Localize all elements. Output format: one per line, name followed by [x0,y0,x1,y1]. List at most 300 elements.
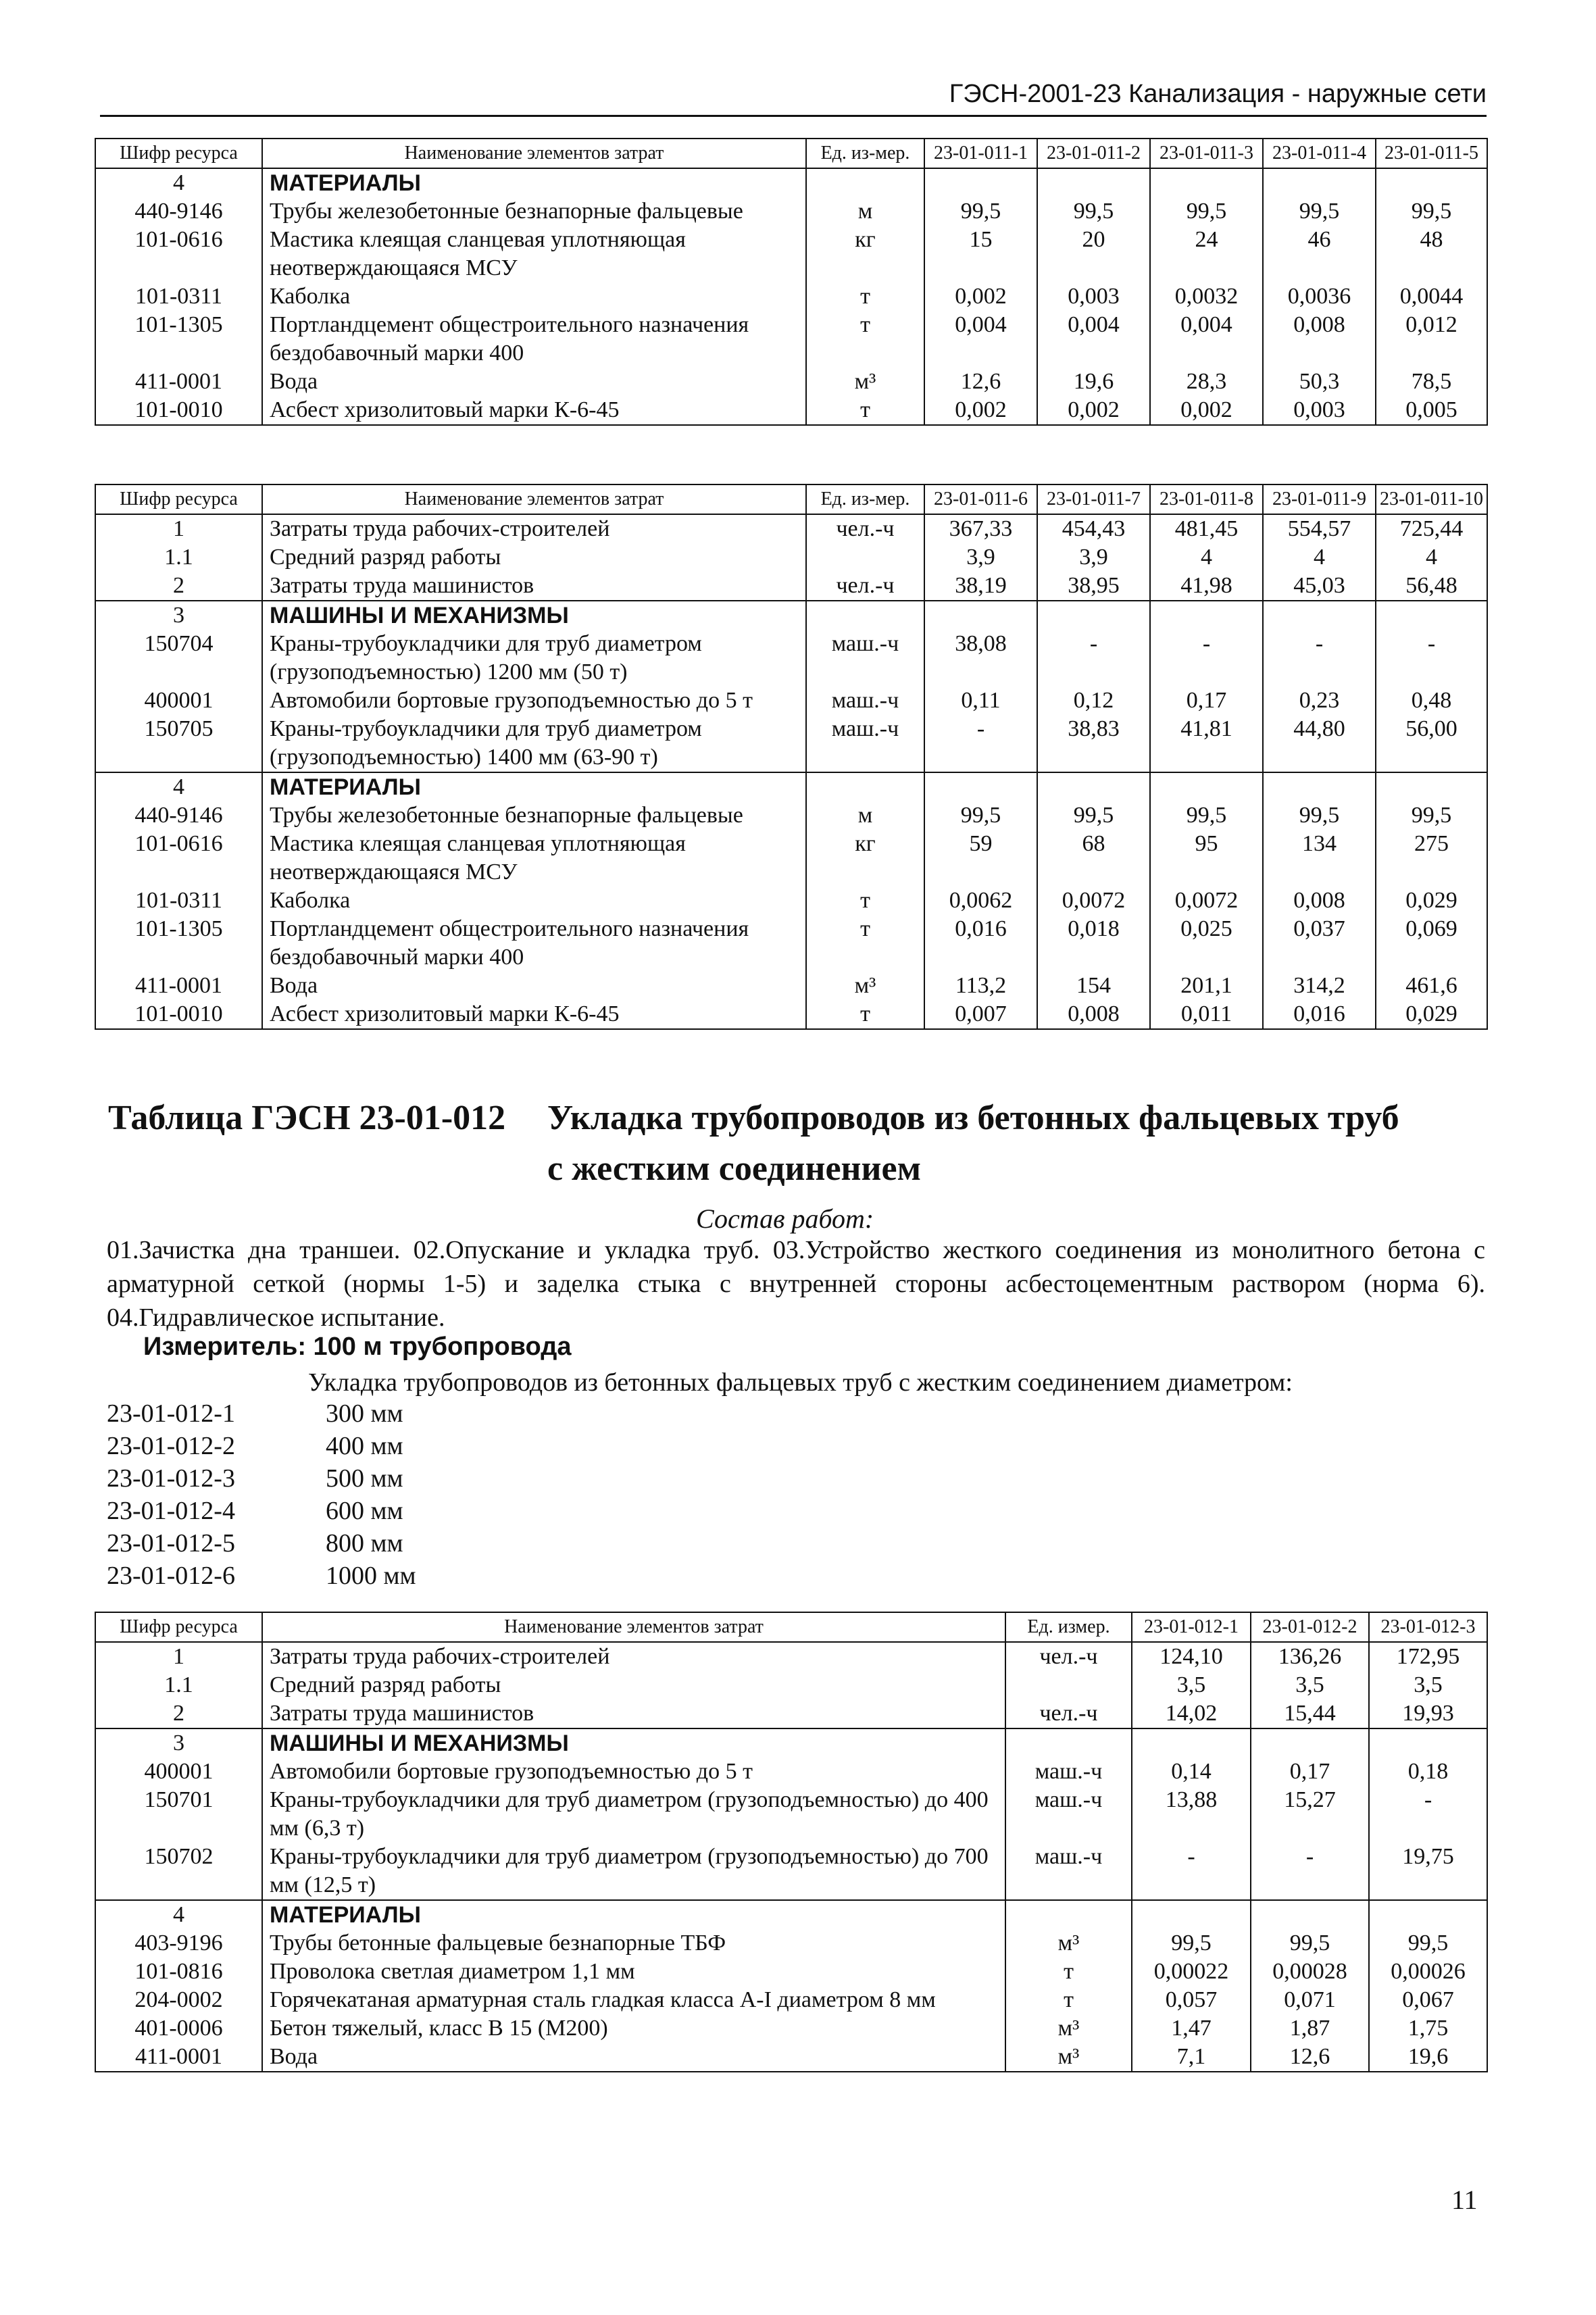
value-cell: 136,26 [1251,1642,1369,1671]
unit-cell: т [806,915,924,972]
resource-code-cell: 101-1305 [95,915,262,972]
table-row [95,830,1487,887]
value-cell: 99,5 [1251,1929,1369,1958]
unit-cell: т [806,1000,924,1029]
value-cell: 99,5 [1376,197,1487,226]
unit-cell: кг [806,830,924,887]
resource-code-cell: 3 [95,1728,262,1758]
value-cell: 0,008 [1263,887,1376,915]
value-cell: 14,02 [1132,1699,1251,1728]
value-cell: 99,5 [1263,801,1376,830]
table-011-1-5 [95,138,1488,426]
unit-cell: м³ [806,368,924,396]
header-cell: Наименование элементов затрат [262,1612,1005,1642]
unit-cell [1005,1900,1132,1929]
table-011-6-10 [95,484,1488,1030]
value-cell: 0,008 [1037,1000,1150,1029]
value-cell: 3,5 [1132,1671,1251,1699]
value-cell: 4 [1376,543,1487,572]
value-cell: 172,95 [1369,1642,1487,1671]
header-rule [100,115,1487,117]
resource-code-cell: 150705 [95,715,262,772]
norm-code: 23-01-012-2 [107,1432,235,1460]
resource-code-cell: 440-9146 [95,801,262,830]
resource-code-cell: 1.1 [95,543,262,572]
header-cell: Ед. из-мер. [806,139,924,168]
cost-element-name-cell: Автомобили бортовые грузоподъемностью до 5 т [262,687,806,715]
value-cell: 19,6 [1037,368,1150,396]
table-row [95,601,1487,630]
cost-element-name-cell: Средний разряд работы [262,543,806,572]
unit-cell: т [806,282,924,311]
header-cell: 23-01-012-1 [1132,1612,1251,1642]
list-item [107,1430,416,1462]
table-row [95,715,1487,772]
resource-code-cell: 2 [95,1699,262,1728]
value-cell: 99,5 [1037,801,1150,830]
cost-element-name-cell: Мастика клеящая сланцевая уплотняющая неотверждающаяся МСУ [262,830,806,887]
list-item [107,1495,416,1527]
value-cell: 0,037 [1263,915,1376,972]
value-cell: 0,002 [1037,396,1150,425]
value-cell: 0,008 [1263,311,1376,368]
value-cell: 56,48 [1376,572,1487,601]
table-row [95,2014,1487,2043]
cost-element-name-cell: Затраты труда машинистов [262,1699,1005,1728]
value-cell: 0,016 [924,915,1037,972]
value-cell: 0,003 [1037,282,1150,311]
cost-element-name-cell: Вода [262,2043,1005,2072]
value-cell: 0,025 [1150,915,1263,972]
value-cell: 0,002 [924,282,1037,311]
value-cell: 68 [1037,830,1150,887]
cost-element-name-cell: Краны-трубоукладчики для труб диаметром (грузоподъемностью) до 400 мм (6,3 т) [262,1786,1005,1843]
value-cell: 99,5 [1376,801,1487,830]
resource-code-cell: 400001 [95,1758,262,1786]
value-cell: 24 [1150,226,1263,282]
resource-code-cell: 101-0816 [95,1958,262,1986]
value-cell: 7,1 [1132,2043,1251,2072]
cost-element-name-cell: Трубы бетонные фальцевые безнапорные ТБФ [262,1929,1005,1958]
resource-code-cell: 150704 [95,630,262,687]
unit-cell: маш.-ч [1005,1843,1132,1900]
unit-cell: чел.-ч [806,514,924,543]
cost-element-name-cell: Краны-трубоукладчики для труб диаметром (грузоподъемностью) 1400 мм (63-90 т) [262,715,806,772]
value-cell: 134 [1263,830,1376,887]
value-cell: 0,0072 [1037,887,1150,915]
table-row [95,514,1487,543]
table-row [95,1958,1487,1986]
resource-code-cell: 150702 [95,1843,262,1900]
value-cell: - [924,715,1037,772]
header-cell: 23-01-011-3 [1150,139,1263,168]
value-cell: 0,002 [924,396,1037,425]
running-header: ГЭСН-2001-23 Канализация - наружные сети [949,80,1487,108]
section-heading-cell: МАТЕРИАЛЫ [262,1900,1005,1929]
value-cell: - [1132,1843,1251,1900]
resource-code-cell: 101-0311 [95,282,262,311]
value-cell: 0,012 [1376,311,1487,368]
value-cell: 0,029 [1376,887,1487,915]
cost-element-name-cell: Каболка [262,887,806,915]
table-row [95,1929,1487,1958]
unit-cell: м³ [1005,2043,1132,2072]
header-cell: 23-01-011-5 [1376,139,1487,168]
value-cell: 0,23 [1263,687,1376,715]
value-cell: 0,00028 [1251,1958,1369,1986]
cost-element-name-cell: Проволока светлая диаметром 1,1 мм [262,1958,1005,1986]
value-cell: 0,029 [1376,1000,1487,1029]
header-cell: 23-01-011-2 [1037,139,1150,168]
value-cell: 15 [924,226,1037,282]
unit-cell: т [806,396,924,425]
resource-code-cell: 440-9146 [95,197,262,226]
norm-code: 23-01-012-4 [107,1497,235,1525]
unit-cell: м³ [806,972,924,1000]
value-cell: 15,44 [1251,1699,1369,1728]
resource-code-cell: 204-0002 [95,1986,262,2014]
table-row [95,915,1487,972]
value-cell: 99,5 [1150,801,1263,830]
norm-code: 23-01-012-6 [107,1562,235,1590]
table-row [95,1699,1487,1728]
cost-element-name-cell: Вода [262,368,806,396]
header-cell: Шифр ресурса [95,139,262,168]
resource-code-cell: 1.1 [95,1671,262,1699]
cost-element-name-cell: Мастика клеящая сланцевая уплотняющая неотверждающаяся МСУ [262,226,806,282]
value-cell: 554,57 [1263,514,1376,543]
table-row [95,1758,1487,1786]
table-row [95,801,1487,830]
table-title-text-line2: с жестким соединением [547,1149,921,1188]
value-cell [924,168,1037,197]
norm-diameter: 600 мм [326,1497,403,1525]
resource-code-cell: 411-0001 [95,368,262,396]
value-cell: 99,5 [1369,1929,1487,1958]
norm-code: 23-01-012-1 [107,1399,235,1428]
value-cell: 4 [1263,543,1376,572]
value-cell: 0,005 [1376,396,1487,425]
value-cell: 0,004 [1150,311,1263,368]
value-cell: 725,44 [1376,514,1487,543]
value-cell: 99,5 [924,801,1037,830]
value-cell [1132,1900,1251,1929]
value-cell: 314,2 [1263,972,1376,1000]
value-cell [1263,168,1376,197]
value-cell: - [1251,1843,1369,1900]
value-cell: - [1037,630,1150,687]
value-cell: 99,5 [1263,197,1376,226]
value-cell: 3,5 [1369,1671,1487,1699]
value-cell: 0,0062 [924,887,1037,915]
table-row [95,1986,1487,2014]
value-cell: 19,75 [1369,1843,1487,1900]
value-cell [924,772,1037,801]
value-cell: 113,2 [924,972,1037,1000]
value-cell: 0,17 [1150,687,1263,715]
unit-cell [806,168,924,197]
unit-cell: чел.-ч [1005,1642,1132,1671]
unit-cell: чел.-ч [1005,1699,1132,1728]
value-cell [1263,772,1376,801]
value-cell [1251,1728,1369,1758]
value-cell: 0,057 [1132,1986,1251,2014]
cost-element-name-cell: Трубы железобетонные безнапорные фальцевые [262,801,806,830]
resource-code-cell: 101-0616 [95,226,262,282]
header-cell: Наименование элементов затрат [262,139,806,168]
table-row [95,630,1487,687]
value-cell: 0,007 [924,1000,1037,1029]
header-cell: 23-01-011-8 [1150,484,1263,514]
value-cell [1369,1728,1487,1758]
table-row [95,1843,1487,1900]
value-cell: 0,003 [1263,396,1376,425]
table-header-row [95,1612,1487,1642]
table-row [95,1786,1487,1843]
value-cell: 481,45 [1150,514,1263,543]
value-cell: 0,016 [1263,1000,1376,1029]
unit-cell: маш.-ч [1005,1758,1132,1786]
value-cell: 0,18 [1369,1758,1487,1786]
value-cell: 201,1 [1150,972,1263,1000]
header-cell: Шифр ресурса [95,484,262,514]
table-row [95,368,1487,396]
list-item [107,1527,416,1560]
table-row [95,2043,1487,2072]
value-cell: - [1150,630,1263,687]
unit-cell [1005,1671,1132,1699]
resource-code-cell: 1 [95,1642,262,1671]
norms-description: Укладка трубопроводов из бетонных фальцевых труб с жестким соединением диаметром: [308,1368,1293,1397]
table-title-text: Укладка трубопроводов из бетонных фальцевых труб [547,1099,1399,1137]
table-row [95,543,1487,572]
resource-code-cell: 401-0006 [95,2014,262,2043]
value-cell: 12,6 [924,368,1037,396]
header-cell: 23-01-012-3 [1369,1612,1487,1642]
cost-element-name-cell: Горячекатаная арматурная сталь гладкая класса А-I диаметром 8 мм [262,1986,1005,2014]
header-cell: 23-01-011-10 [1376,484,1487,514]
unit-cell: т [1005,1958,1132,1986]
resource-code-cell: 4 [95,168,262,197]
cost-element-name-cell: Затраты труда рабочих-строителей [262,514,806,543]
value-cell: 38,19 [924,572,1037,601]
section-heading-cell: МАТЕРИАЛЫ [262,772,806,801]
resource-code-cell: 411-0001 [95,2043,262,2072]
unit-cell: т [1005,1986,1132,2014]
resource-code-cell: 2 [95,572,262,601]
header-cell: 23-01-012-2 [1251,1612,1369,1642]
norm-diameter: 1000 мм [326,1562,416,1590]
value-cell: 3,5 [1251,1671,1369,1699]
cost-element-name-cell: Средний разряд работы [262,1671,1005,1699]
value-cell: 0,0032 [1150,282,1263,311]
value-cell [1251,1900,1369,1929]
value-cell: 99,5 [1150,197,1263,226]
resource-code-cell: 150701 [95,1786,262,1843]
unit-cell: маш.-ч [806,715,924,772]
value-cell: 3,9 [1037,543,1150,572]
unit-cell: чел.-ч [806,572,924,601]
value-cell: 0,17 [1251,1758,1369,1786]
resource-code-cell: 4 [95,772,262,801]
value-cell: 19,93 [1369,1699,1487,1728]
value-cell: 154 [1037,972,1150,1000]
table-row [95,572,1487,601]
cost-element-name-cell: Каболка [262,282,806,311]
value-cell [1150,601,1263,630]
value-cell: 99,5 [1037,197,1150,226]
norm-code: 23-01-012-3 [107,1464,235,1493]
cost-element-name-cell: Краны-трубоукладчики для труб диаметром (грузоподъемностью) 1200 мм (50 т) [262,630,806,687]
unit-cell [806,543,924,572]
value-cell: 0,011 [1150,1000,1263,1029]
cost-element-name-cell: Краны-трубоукладчики для труб диаметром (грузоподъемностью) до 700 мм (12,5 т) [262,1843,1005,1900]
header-cell: 23-01-011-4 [1263,139,1376,168]
value-cell: - [1369,1786,1487,1843]
value-cell: 44,80 [1263,715,1376,772]
value-cell: 48 [1376,226,1487,282]
value-cell: 0,0044 [1376,282,1487,311]
resource-code-cell: 101-0010 [95,396,262,425]
value-cell: 0,00026 [1369,1958,1487,1986]
value-cell: 41,81 [1150,715,1263,772]
value-cell [1369,1900,1487,1929]
resource-code-cell: 3 [95,601,262,630]
value-cell: 50,3 [1263,368,1376,396]
value-cell: 367,33 [924,514,1037,543]
resource-code-cell: 101-0010 [95,1000,262,1029]
section-heading-cell: МАШИНЫ И МЕХАНИЗМЫ [262,1728,1005,1758]
page-number: 11 [1451,2185,1478,2215]
unit-cell [806,601,924,630]
table-header-row [95,484,1487,514]
unit-cell [806,772,924,801]
cost-element-name-cell: Бетон тяжелый, класс В 15 (М200) [262,2014,1005,2043]
value-cell [1132,1728,1251,1758]
header-cell: Наименование элементов затрат [262,484,806,514]
value-cell: - [1263,630,1376,687]
cost-element-name-cell: Затраты труда машинистов [262,572,806,601]
unit-cell: м³ [1005,2014,1132,2043]
value-cell [1150,772,1263,801]
cost-element-name-cell: Портландцемент общестроительного назначения бездобавочный марки 400 [262,915,806,972]
table-row [95,1642,1487,1671]
table-row [95,282,1487,311]
resource-code-cell: 1 [95,514,262,543]
value-cell: 0,071 [1251,1986,1369,2014]
value-cell: 0,12 [1037,687,1150,715]
value-cell: 275 [1376,830,1487,887]
value-cell [1150,168,1263,197]
value-cell: 95 [1150,830,1263,887]
table-row [95,168,1487,197]
norm-diameter: 500 мм [326,1464,403,1493]
value-cell: 0,0072 [1150,887,1263,915]
list-item [107,1560,416,1592]
value-cell [1376,772,1487,801]
value-cell: 0,018 [1037,915,1150,972]
value-cell [1376,601,1487,630]
table-row [95,887,1487,915]
cost-element-name-cell: Асбест хризолитовый марки К-6-45 [262,1000,806,1029]
value-cell: 38,95 [1037,572,1150,601]
value-cell: 13,88 [1132,1786,1251,1843]
list-item [107,1462,416,1495]
cost-element-name-cell: Трубы железобетонные безнапорные фальцевые [262,197,806,226]
table-row [95,226,1487,282]
resource-code-cell: 101-0616 [95,830,262,887]
value-cell: 0,004 [924,311,1037,368]
value-cell: 41,98 [1150,572,1263,601]
table-row [95,972,1487,1000]
value-cell: 20 [1037,226,1150,282]
value-cell: 461,6 [1376,972,1487,1000]
value-cell [924,601,1037,630]
cost-element-name-cell: Автомобили бортовые грузоподъемностью до 5 т [262,1758,1005,1786]
measure-unit: Измеритель: 100 м трубопровода [143,1333,572,1361]
value-cell: 3,9 [924,543,1037,572]
value-cell: 15,27 [1251,1786,1369,1843]
table-row [95,1671,1487,1699]
table-row [95,772,1487,801]
header-cell: 23-01-011-9 [1263,484,1376,514]
norm-diameter: 800 мм [326,1529,403,1558]
value-cell: 0,069 [1376,915,1487,972]
resource-code-cell: 101-0311 [95,887,262,915]
value-cell: 454,43 [1037,514,1150,543]
unit-cell: маш.-ч [1005,1786,1132,1843]
value-cell: 0,004 [1037,311,1150,368]
header-cell: 23-01-011-1 [924,139,1037,168]
cost-element-name-cell: Асбест хризолитовый марки К-6-45 [262,396,806,425]
norm-diameter: 300 мм [326,1399,403,1428]
header-cell: 23-01-011-6 [924,484,1037,514]
table-row [95,311,1487,368]
unit-cell: м³ [1005,1929,1132,1958]
header-cell: Ед. измер. [1005,1612,1132,1642]
value-cell: 28,3 [1150,368,1263,396]
table-row [95,1900,1487,1929]
value-cell: 78,5 [1376,368,1487,396]
cost-element-name-cell: Вода [262,972,806,1000]
value-cell: 0,48 [1376,687,1487,715]
table-row [95,197,1487,226]
resource-code-cell: 403-9196 [95,1929,262,1958]
value-cell: 38,83 [1037,715,1150,772]
cost-element-name-cell: Затраты труда рабочих-строителей [262,1642,1005,1671]
value-cell: 56,00 [1376,715,1487,772]
value-cell: 99,5 [1132,1929,1251,1958]
value-cell [1037,168,1150,197]
value-cell: 45,03 [1263,572,1376,601]
resource-code-cell: 400001 [95,687,262,715]
value-cell: 0,11 [924,687,1037,715]
value-cell: 1,47 [1132,2014,1251,2043]
value-cell: 12,6 [1251,2043,1369,2072]
value-cell: 1,75 [1369,2014,1487,2043]
unit-cell [1005,1728,1132,1758]
table-title-code: Таблица ГЭСН 23-01-012 [108,1099,506,1137]
value-cell: 4 [1150,543,1263,572]
norm-code: 23-01-012-5 [107,1529,235,1558]
resource-code-cell: 411-0001 [95,972,262,1000]
unit-cell: м [806,197,924,226]
work-composition-label: Состав работ: [696,1203,874,1234]
value-cell: 38,08 [924,630,1037,687]
value-cell: 0,002 [1150,396,1263,425]
header-cell: Шифр ресурса [95,1612,262,1642]
value-cell: 1,87 [1251,2014,1369,2043]
